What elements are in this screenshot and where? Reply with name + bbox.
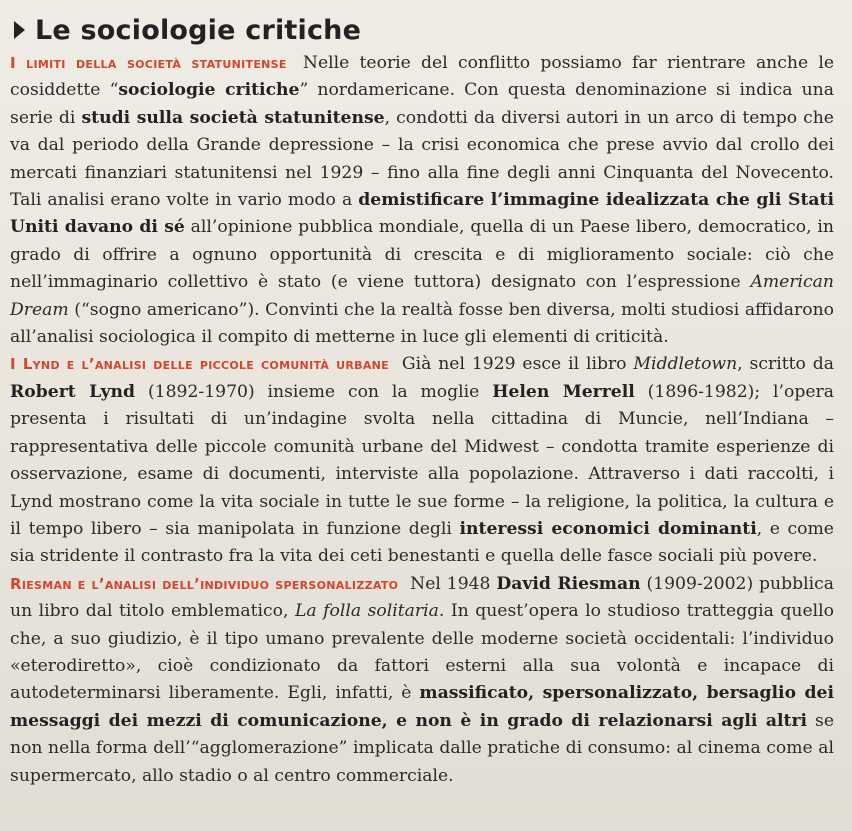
body-text: (“sogno americano”). Convinti che la realtà fosse ben diversa, molti studiosi affidarono all’analisi sociologica il compito di metterne in luce gli elementi di criticità. (10, 299, 834, 348)
italic-text: American Dream (10, 272, 834, 320)
paragraph-lead: I limiti della società statunitense (10, 54, 287, 72)
bold-text: massificato, spersonalizzato, bersaglio dei messaggi dei mezzi di comunicazione, e non è in grado di relazionarsi agli altri (10, 683, 835, 731)
body-text: Nelle teorie del conflitto possiamo far rientrare anche le cosiddette “ (10, 53, 835, 101)
page-title: Le sociologie critiche (35, 14, 362, 46)
bold-text: Robert Lynd (10, 381, 136, 402)
bold-text: David Riesman (496, 573, 641, 594)
body-text: (1896-1982); l’opera presenta i risultati di un’indagine svolta nella cittadina di Muncie, nell’Indiana – rappresentativa delle piccole comunità urbane del Midwest – condotta tramite esperienze di osservazione, esame di documenti, interviste alla popolazione. Attraverso i dati raccolti, i Lynd mostrano come la vita sociale in tutte le sue forme – la religione, la politica, la cultura e il tempo libero – sia manipolata in funzione degli (10, 381, 834, 539)
body-text: all’opinione pubblica mondiale, quella di un Paese libero, democratico, in grado di offrire a ognuno opportunità di crescita e di miglioramento sociale: ciò che nell’immaginario collettivo è stato (e viene tuttora) designato con l’espressione (10, 217, 834, 293)
paragraph-lead: Riesman e l’analisi dell’individuo spersonalizzato (10, 574, 399, 593)
body-text: , scritto da (737, 354, 834, 375)
body-text: . In quest’opera lo studioso tratteggia quello che, a suo giudizio, è il tipo umano prevalente delle moderne società occidentali: l’individuo «eterodiretto», cioè condizionato da fattori esterni alla sua volontà e incapace di autodeterminarsi liberamente. Egli, infatti, è (10, 601, 834, 704)
body-text: , e come sia stridente il contrasto fra la vita dei ceti benestanti e quella delle fasce sociali più povere. (10, 518, 834, 567)
triangle-bullet-icon (14, 21, 25, 39)
paragraph-lead: I Lynd e l’analisi delle piccole comunità urbane (10, 355, 389, 374)
body-text: (1892-1970) insieme con la moglie (135, 381, 493, 402)
bold-text: interessi economici dominanti (459, 518, 757, 539)
body-text: ” nordamericane. Con questa denominazione si indica una serie di (10, 80, 834, 128)
body-text: Nel 1948 (410, 573, 497, 594)
body-text: Già nel 1929 esce il libro (401, 354, 634, 375)
body-text: , condotti da diversi autori in un arco di tempo che va dal periodo della Grande depressione – la crisi economica che prese avvio dal crollo dei mercati finanziari statunitensi nel 1929 – fino alla fine degli anni Cinquanta del Novecento. Tali analisi erano volte in vario modo a (10, 107, 834, 211)
italic-text: La folla solitaria (294, 601, 439, 622)
paragraph-riesman (10, 571, 834, 790)
bold-text: Helen Merrell (492, 381, 635, 402)
body-text: (1909-2002) pubblica un libro dal titolo emblematico, (10, 573, 834, 622)
body-text: se non nella forma dell’“agglomerazione” implicata dalle pratiche di consumo: al cinema come al supermercato, allo stadio o al centro commerciale. (10, 710, 834, 786)
paragraph-lynd (10, 351, 834, 570)
bold-text: studi sulla società statunitense (81, 107, 385, 128)
section-header (14, 10, 834, 50)
italic-text: Middletown (633, 354, 738, 375)
paragraph-limiti (10, 50, 834, 351)
bold-text: demistificare l’immagine idealizzata che gli Stati Uniti davano di sé (10, 190, 834, 238)
bold-text: sociologie critiche (118, 80, 300, 101)
